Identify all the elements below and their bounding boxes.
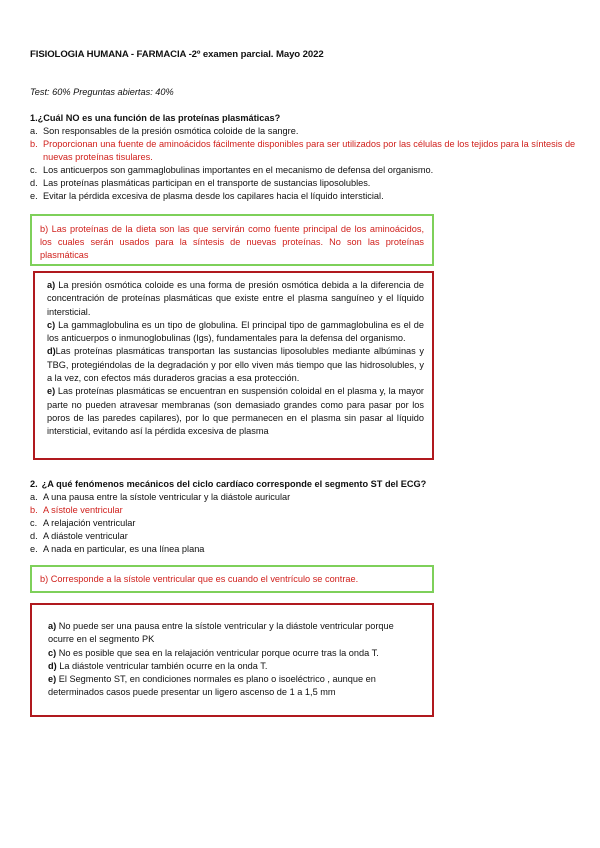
option-text: A sístole ventricular	[43, 505, 123, 515]
q1-option-c	[30, 164, 578, 177]
explanation-item	[47, 385, 424, 438]
explanation-item	[47, 279, 424, 319]
option-letter: c.	[30, 165, 38, 175]
explanation-lead: a)	[47, 280, 56, 290]
q2-option-b-correct	[30, 504, 578, 517]
option-text: A nada en particular, es una línea plana	[43, 544, 205, 554]
explanation-lead: c)	[47, 319, 56, 330]
option-letter: b.	[30, 505, 38, 515]
q1-answer-box	[30, 214, 434, 266]
q1-option-b-correct	[30, 138, 578, 164]
question-2	[30, 478, 578, 556]
explanation-lead: a)	[48, 621, 57, 631]
q2-explanation	[48, 620, 422, 700]
q1-option-a	[30, 125, 578, 138]
explanation-text: El Segmento ST, en condiciones normales es plano o isoeléctrico , aunque en determinados casos puede presentar un ligero ascenso de 1 a 1,5 mm	[48, 674, 376, 698]
explanation-text: No puede ser una pausa entre la sístole ventricular y la diástole ventricular porque ocurre en el segmento PK	[48, 621, 394, 645]
option-letter: e.	[30, 191, 38, 201]
q2-answer-text: b) Corresponde a la sístole ventricular que es cuando el ventrículo se contrae.	[40, 574, 359, 584]
option-text: Evitar la pérdida excesiva de plasma desde los capilares hacia el líquido intersticial.	[43, 191, 384, 201]
question-1-title	[30, 112, 578, 125]
question-1-number: 1.	[30, 113, 38, 123]
explanation-lead: d)	[47, 346, 56, 357]
option-text: Son responsables de la presión osmótica coloide de la sangre.	[43, 126, 299, 136]
option-text: Las proteínas plasmáticas participan en el transporte de sustancias liposolubles.	[43, 178, 371, 188]
explanation-text: La presión osmótica coloide es una forma de presión osmótica debida a la diferencia de concentración de proteínas plasmáticas que existe entre el plasma sanguíneo y el líquido intersticial.	[47, 280, 424, 317]
q2-explanation-box	[30, 603, 434, 717]
option-letter: a.	[30, 492, 38, 502]
exam-title: FISIOLOGIA HUMANA - FARMACIA -2º examen parcial. Mayo 2022	[30, 49, 324, 60]
explanation-item	[48, 660, 422, 673]
option-text: Proporcionan una fuente de aminoácidos fácilmente disponibles para ser utilizados por las células de los tejidos para la síntesis de nuevas proteínas tisulares.	[43, 139, 576, 162]
explanation-lead: c)	[48, 647, 57, 658]
option-text: Los anticuerpos son gammaglobulinas importantes en el mecanismo de defensa del organismo.	[43, 165, 434, 175]
q1-answer-text: b) Las proteínas de la dieta son las que servirán como fuente principal de los aminoácidos, los cuales serán usados para la síntesis de nuevas proteínas. No son las proteínas plasmáticas	[40, 224, 424, 261]
explanation-text: Las proteínas plasmáticas se encuentran en suspensión coloidal en el plasma y, la mayor parte no pueden atravesar membranas (son demasiado grandes como para pasar por los poros de las paredes capilares), por lo que permanecen en el plasma sin pasar al líquido intersticial, evitando así la pérdida excesiva de plasma	[47, 386, 424, 437]
q1-option-d	[30, 177, 578, 190]
q2-option-e	[30, 543, 578, 556]
q2-option-d	[30, 530, 578, 543]
option-text: A relajación ventricular	[43, 518, 136, 528]
question-2-text: ¿A qué fenómenos mecánicos del ciclo cardíaco corresponde el segmento ST del ECG?	[41, 479, 427, 489]
option-letter: c.	[30, 518, 38, 528]
q1-explanation-box	[33, 271, 434, 460]
explanation-lead: d)	[48, 660, 57, 671]
explanation-text: La gammaglobulina es un tipo de globulina. El principal tipo de gammaglobulina es el de los anticuerpos o inmunoglobulinas (Igs), fundamentales para la defensa del organismo.	[47, 319, 424, 344]
question-1-text: ¿Cuál NO es una función de las proteínas plasmáticas?	[37, 113, 281, 123]
option-text: A diástole ventricular	[43, 531, 128, 541]
explanation-text: La diástole ventricular también ocurre en la onda T.	[56, 660, 268, 671]
q2-option-a	[30, 491, 578, 504]
question-1	[30, 112, 578, 203]
explanation-item	[48, 647, 422, 660]
explanation-item	[48, 673, 422, 700]
q1-explanation	[47, 279, 424, 439]
option-letter: a.	[30, 126, 38, 136]
q1-option-e	[30, 190, 578, 203]
explanation-item	[47, 319, 424, 346]
explanation-text: No es posible que sea en la relajación ventricular porque ocurre tras la onda T.	[56, 647, 379, 658]
explanation-text: Las proteínas plasmáticas transportan las sustancias liposolubles mediante albúminas y TBG, protegiéndolas de la degradación y por ello viven más tiempo que las hidrosolubles, y a la vez, con efectos más duraderos gracias a esa protección.	[47, 346, 424, 384]
option-letter: e.	[30, 544, 38, 554]
explanation-lead: e)	[47, 386, 56, 397]
option-letter: d.	[30, 178, 38, 188]
question-2-title	[30, 478, 578, 491]
explanation-item	[48, 620, 422, 647]
option-text: A una pausa entre la sístole ventricular y la diástole auricular	[43, 492, 291, 502]
explanation-lead: e)	[48, 674, 57, 685]
q2-answer-box	[30, 565, 434, 593]
explanation-item	[47, 345, 424, 385]
q2-option-c	[30, 517, 578, 530]
question-2-number: 2.	[30, 479, 38, 489]
option-letter: b.	[30, 139, 38, 149]
exam-weighting: Test: 60% Preguntas abiertas: 40%	[30, 87, 174, 97]
option-letter: d.	[30, 531, 38, 541]
